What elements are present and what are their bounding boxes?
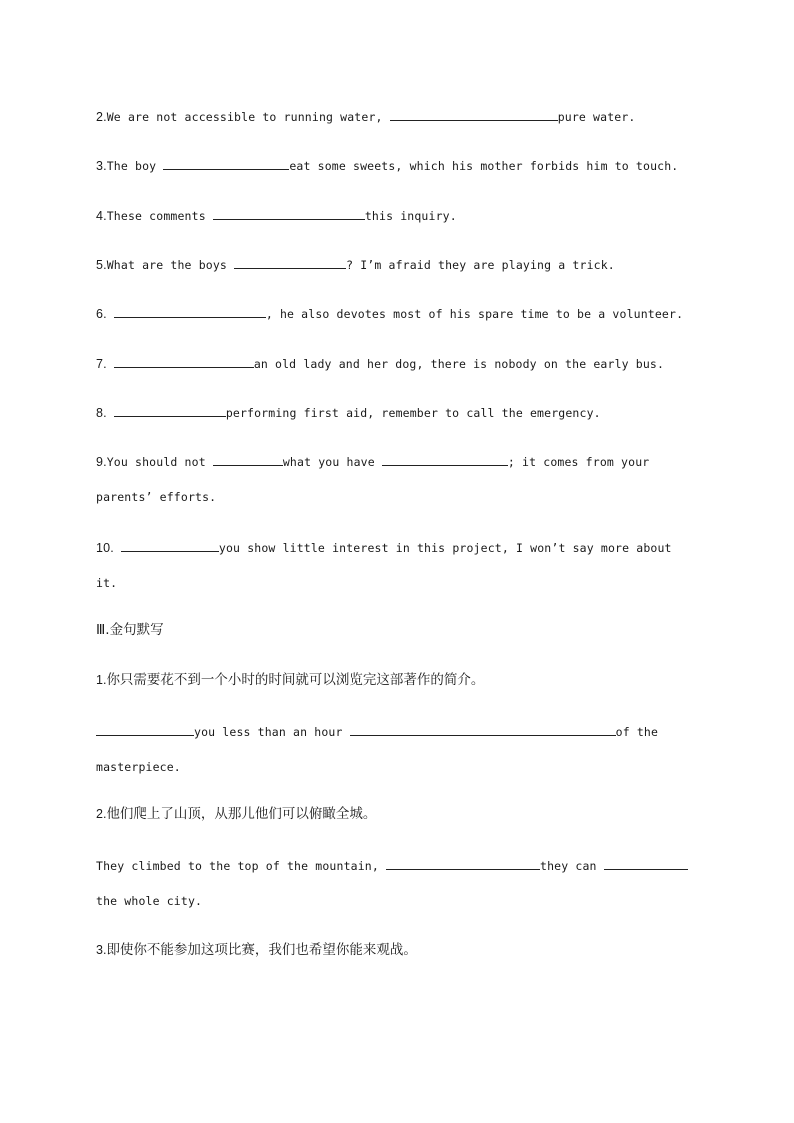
question-text: an old lady and her dog, there is nobody on the early bus. [253, 357, 665, 371]
question-text: what you have [282, 455, 382, 469]
answer-blank[interactable] [213, 207, 365, 220]
question-text: this inquiry. [364, 209, 457, 223]
question-text: , he also devotes most of his spare time to be a volunteer. [265, 307, 684, 321]
question-text: pure water. [557, 110, 636, 124]
sentence-2-english [96, 857, 688, 874]
question-6 [96, 305, 683, 322]
answer-blank[interactable] [114, 355, 254, 368]
section-heading: Ⅲ.金句默写 [96, 622, 164, 638]
sentence-text: the whole city. [96, 894, 203, 908]
sentence-2-continued [96, 893, 202, 909]
question-text: you show little interest in this project, I won’t say more about [218, 541, 672, 555]
answer-blank[interactable] [234, 256, 346, 269]
question-2 [96, 108, 636, 125]
answer-blank[interactable] [121, 539, 219, 552]
sentence-text: of the [615, 725, 659, 739]
question-number: 5. [96, 258, 107, 272]
question-text [107, 307, 114, 321]
answer-blank[interactable] [382, 453, 508, 466]
answer-blank[interactable] [350, 723, 616, 736]
question-text [114, 541, 121, 555]
question-text: What are the boys [106, 258, 235, 272]
sentence-1-english [96, 723, 658, 740]
question-text: it. [96, 576, 118, 590]
answer-blank[interactable] [213, 453, 283, 466]
answer-blank[interactable] [386, 857, 540, 870]
question-9 [96, 453, 649, 470]
question-text: parents’ efforts. [96, 490, 217, 504]
question-3 [96, 157, 678, 174]
answer-blank[interactable] [96, 723, 194, 736]
question-number: 4. [96, 209, 107, 223]
question-4 [96, 207, 457, 224]
question-text: ; it comes from your [507, 455, 650, 469]
answer-blank[interactable] [163, 157, 289, 170]
sentence-number: 3. [96, 943, 107, 957]
sentence-text: masterpiece. [96, 760, 181, 774]
sentence-3-chinese [96, 942, 417, 958]
question-text: You should not [106, 455, 213, 469]
question-number: 10. [96, 541, 114, 555]
question-text [107, 357, 114, 371]
question-5 [96, 256, 615, 273]
sentence-1-continued [96, 759, 181, 775]
question-text: We are not accessible to running water, [106, 110, 390, 124]
question-number: 2. [96, 110, 107, 124]
question-text: ? I’m afraid they are playing a trick. [346, 258, 615, 272]
question-7 [96, 355, 664, 372]
sentence-text: They climbed to the top of the mountain, [96, 859, 387, 873]
question-text: The boy [106, 159, 164, 173]
answer-blank[interactable] [114, 404, 226, 417]
question-text: eat some sweets, which his mother forbids him to touch. [289, 159, 679, 173]
question-10 [96, 539, 672, 556]
sentence-text: they can [540, 859, 604, 873]
answer-blank[interactable] [604, 857, 688, 870]
answer-blank[interactable] [390, 108, 558, 121]
sentence-2-chinese [96, 806, 376, 822]
question-text: performing first aid, remember to call the emergency. [225, 406, 601, 420]
question-8 [96, 404, 601, 421]
question-number: 3. [96, 159, 107, 173]
chinese-prompt: 他们爬上了山顶，从那儿他们可以俯瞰全城。 [106, 806, 377, 822]
sentence-number: 1. [96, 673, 107, 687]
question-number: 9. [96, 455, 107, 469]
sentence-number: 2. [96, 807, 107, 821]
sentence-text: you less than an hour [194, 725, 350, 739]
question-number: 8. [96, 406, 107, 420]
question-text: These comments [106, 209, 213, 223]
sentence-1-chinese [96, 672, 484, 688]
chinese-prompt: 你只需要花不到一个小时的时间就可以浏览完这部著作的简介。 [106, 672, 485, 688]
question-9-continued [96, 489, 216, 505]
question-number: 7. [96, 357, 107, 371]
question-number: 6. [96, 307, 107, 321]
question-10-continued [96, 575, 117, 591]
chinese-prompt: 即使你不能参加这项比赛，我们也希望你能来观战。 [106, 942, 417, 958]
answer-blank[interactable] [114, 305, 266, 318]
question-text [107, 406, 114, 420]
